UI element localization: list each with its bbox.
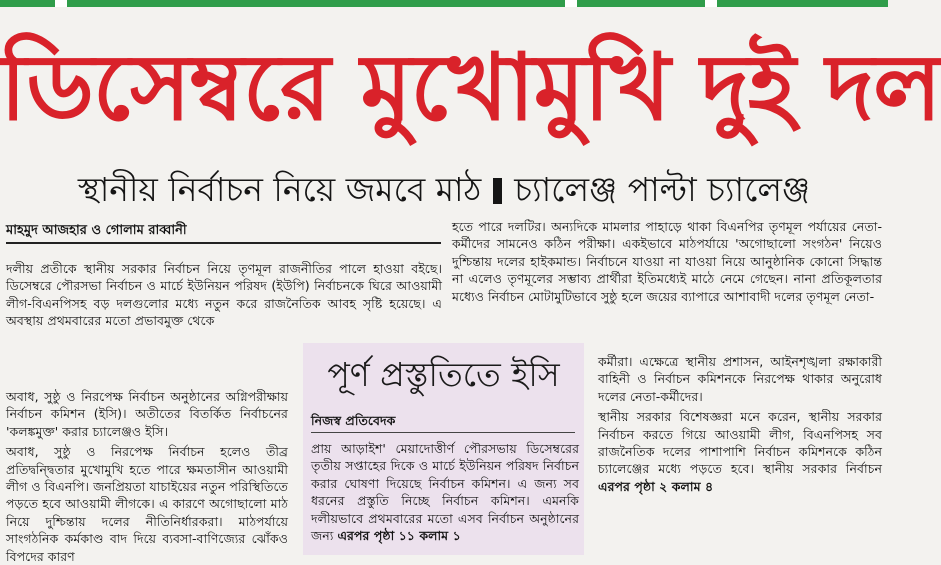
article-byline: মাহমুদ আজহার ও গোলাম রাব্বানী <box>6 223 187 238</box>
sub-headline <box>0 165 888 215</box>
box-divider <box>311 432 575 433</box>
article-continuation <box>452 218 882 353</box>
top-color-strip <box>0 0 888 7</box>
strip-mark <box>55 0 67 7</box>
subheadline-left: স্থানীয় নির্বাচন নিয়ে জমবে মাঠ <box>77 170 482 209</box>
box-article <box>311 440 579 544</box>
paragraph <box>598 408 882 495</box>
paragraph <box>311 440 579 544</box>
box-byline: নিজস্ব প্রতিবেদক <box>311 413 396 428</box>
jump-line: এরপর পৃষ্ঠা ২ কলাম ৪ <box>598 478 714 494</box>
article-column-left <box>6 388 288 564</box>
box-paragraph-text: প্রায় আড়াইশ' মেয়াদোত্তীর্ণ পৌরসভায় ডিসেম্বরের তৃতীয় সপ্তাহের দিকে ও মার্চে ইউনিয়ন পরিষদ নির্বাচন করার ঘোষণা দিয়েছে নির্বাচন কমিশন। এ জন্য সব ধরনের প্রস্তুতি নিচ্ছে নির্বাচন কমিশন। এমনকি দলীয়ভাবে প্রথমবারের মতো এসব নির্বাচন অনুষ্ঠানের জন্য <box>311 441 579 544</box>
main-headline: ডিসেম্বরে মুখোমুখি দুই দল <box>0 34 941 141</box>
separator-bar <box>493 178 502 204</box>
paragraph: কর্মীরা। এক্ষেত্রে স্থানীয় প্রশাসন, আইনশৃঙ্খলা রক্ষাকারী বাহিনী ও নির্বাচন কমিশনকে নিরপেক্ষ থাকার অনুরোধ দলের নেতা-কর্মীদের। <box>598 354 882 404</box>
box-title: পূর্ণ প্রস্তুতিতে ইসি <box>327 355 560 394</box>
paragraph-text: স্থানীয় সরকার বিশেষজ্ঞরা মনে করেন, স্থানীয় সরকার নির্বাচন করতে গিয়ে আওয়ামী লীগ, বিএনপিসহ সব রাজনৈতিক দলের পাশাপাশি নির্বাচন কমিশনকে কঠিন চ্যালেঞ্জের মধ্যে পড়তে হবে। স্থানীয় সরকার নির্বাচন <box>598 409 882 477</box>
strip-mark <box>565 0 577 7</box>
byline-divider <box>6 242 441 244</box>
paragraph: অবাধ, সুষ্ঠু ও নিরপেক্ষ নির্বাচন হলেও তীব্র প্রতিদ্বন্দ্বিতার মুখোমুখি হতে পারে ক্ষমতাসীন আওয়ামী লীগ ও বিএনপি। জনপ্রিয়তা যাচাইয়ের নতুন পরিস্থিতিতে পড়তে হবে আওয়ামী লীগকে। এ কারণে অগোছালো মাঠ নিয়ে দুশ্চিন্তায় দলের নীতিনির্ধারকরা। মাঠপর্যায়ে সাংগঠনিক কর্মকাণ্ড বাদ দিয়ে ব্যবসা-বাণিজ্যের ঝোঁকও বিপদের কারণ <box>6 444 288 564</box>
paragraph: দলীয় প্রতীকে স্থানীয় সরকার নির্বাচন নিয়ে তৃণমূল রাজনীতির পালে হাওয়া বইছে। ডিসেম্বরে পৌরসভা নির্বাচন ও মার্চে ইউনিয়ন পরিষদ (ইউপি) নির্বাচনকে ঘিরে আওয়ামী লীগ-বিএনপিসহ বড় দলগুলোর মধ্যে নতুন করে রাজনৈতিক আবহ সৃষ্টি হয়েছে। এ অবস্থায় প্রথমবারের মতো প্রভাবমুক্ত থেকে <box>6 261 442 329</box>
subheadline-right: চ্যালেঞ্জ পাল্টা চ্যালেঞ্জ <box>514 170 811 209</box>
box-jump-line: এরপর পৃষ্ঠা ১১ কলাম ১ <box>337 528 461 544</box>
strip-mark <box>705 0 717 7</box>
paragraph: অবাধ, সুষ্ঠু ও নিরপেক্ষ নির্বাচন অনুষ্ঠানের অগ্নিপরীক্ষায় নির্বাচন কমিশন (ইসি)। অতীতের বিতর্কিত নির্বাচনের 'কলঙ্কমুক্ত' করার চ্যালেঞ্জও ইসি। <box>6 389 288 439</box>
paragraph: হতে পারে দলটির। অন্যদিকে মামলার পাহাড়ে থাকা বিএনপির তৃণমূল পর্যায়ের নেতা-কর্মীদের সামনেও কঠিন পরীক্ষা। একইভাবে মাঠপর্যায়ে 'অগোছালো সংগঠন' নিয়েও দুশ্চিন্তায় দলের হাইকমান্ড। নির্বাচনে যাওয়া না যাওয়া নিয়ে আনুষ্ঠানিক কোনো সিদ্ধান্ত না এলেও তৃণমূলের সম্ভাব্য প্রার্থীরা ইতিমধ্যেই মাঠে নেমে গেছেন। নানা প্রতিকূলতার মধ্যেও নির্বাচন মোটামুটিভাবে সুষ্ঠু হলে জয়ের ব্যাপারে আশাবাদী দলের তৃণমূল নেতা- <box>452 219 882 304</box>
article-column-right <box>598 353 882 555</box>
